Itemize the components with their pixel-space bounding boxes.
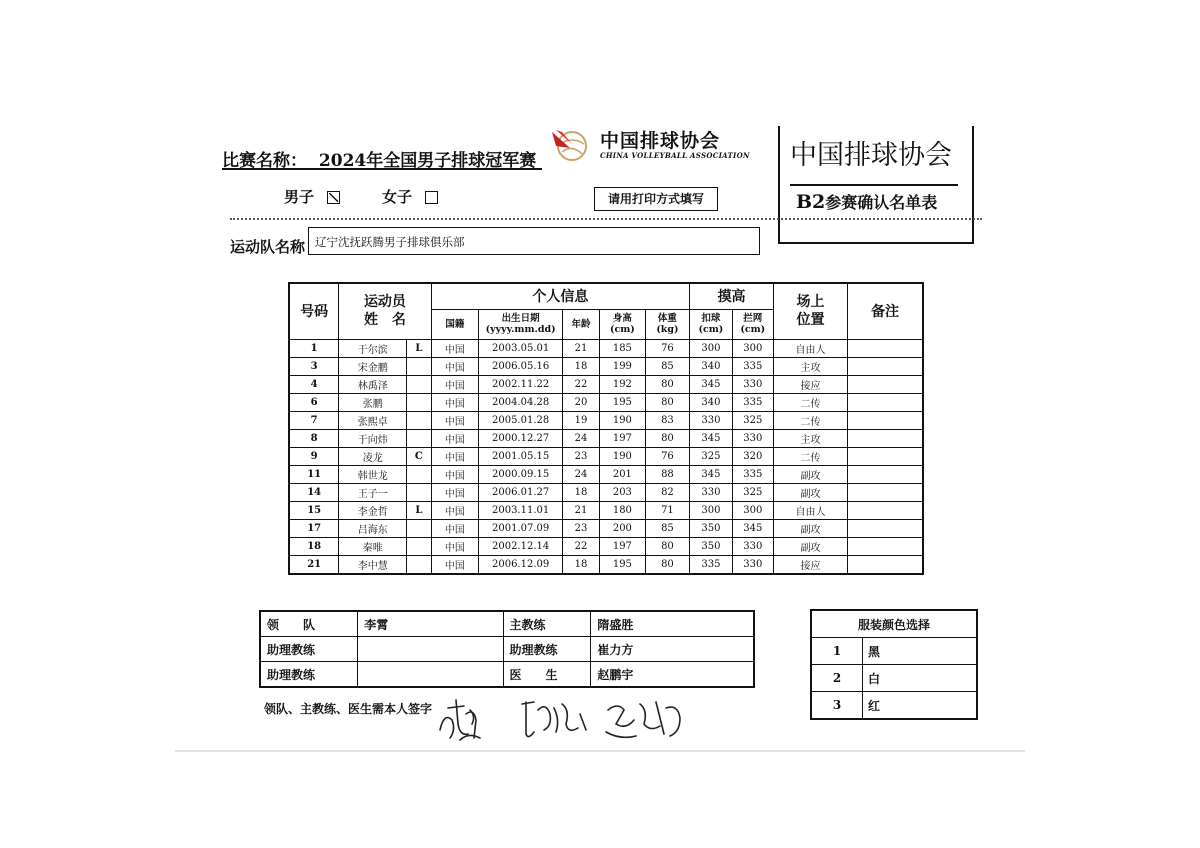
- cell-tag: L: [407, 339, 431, 357]
- cell-weight: 85: [645, 357, 690, 375]
- cell-position: 二传: [773, 447, 847, 465]
- assistant-coach-value[interactable]: 崔力方: [591, 637, 754, 662]
- head-coach-value[interactable]: 隋盛胜: [591, 611, 754, 637]
- org-divider: [790, 184, 958, 186]
- cell-remarks: [848, 519, 923, 537]
- table-row: [289, 393, 923, 411]
- form-code: B2: [796, 191, 826, 213]
- cell-tag: [407, 411, 431, 429]
- cell-num: 14: [289, 483, 339, 501]
- cell-remarks: [848, 429, 923, 447]
- cell-height: 195: [600, 393, 646, 411]
- cell-remarks: [848, 465, 923, 483]
- cell-nationality: 中国: [431, 483, 479, 501]
- cell-nationality: 中国: [431, 519, 479, 537]
- cell-position: 副攻: [773, 537, 847, 555]
- table-row: [289, 339, 923, 357]
- signature-note: 领队、主教练、医生需本人签字: [264, 702, 433, 716]
- cell-tag: [407, 519, 431, 537]
- cell-position: 自由人: [773, 339, 847, 357]
- cell-remarks: [848, 537, 923, 555]
- cell-block: 330: [732, 375, 773, 393]
- uniform-option-color: 白: [863, 665, 978, 692]
- table-row: [289, 411, 923, 429]
- cell-age: 18: [563, 357, 600, 375]
- cell-weight: 71: [645, 501, 690, 519]
- cell-spike: 335: [690, 555, 732, 574]
- head-coach-label: 主教练: [503, 611, 591, 637]
- cell-name: 秦唯: [339, 537, 407, 555]
- cell-name: 吕海东: [339, 519, 407, 537]
- uniform-option[interactable]: [811, 638, 977, 665]
- cell-block: 320: [732, 447, 773, 465]
- cell-height: 197: [600, 429, 646, 447]
- cell-name: 于向炜: [339, 429, 407, 447]
- assistant-value-2[interactable]: [358, 662, 503, 688]
- cell-position: 主攻: [773, 429, 847, 447]
- cell-remarks: [848, 555, 923, 574]
- cell-block: 345: [732, 519, 773, 537]
- dotted-divider: [230, 218, 982, 220]
- cell-spike: 340: [690, 357, 732, 375]
- table-row: [289, 501, 923, 519]
- uniform-option-num: 3: [811, 692, 863, 720]
- uniform-option[interactable]: [811, 692, 977, 720]
- cell-height: 192: [600, 375, 646, 393]
- cell-tag: [407, 555, 431, 574]
- cell-weight: 83: [645, 411, 690, 429]
- cell-num: 18: [289, 537, 339, 555]
- cell-name: 韩世龙: [339, 465, 407, 483]
- cell-nationality: 中国: [431, 465, 479, 483]
- leader-value[interactable]: 李霄: [358, 611, 503, 637]
- header-remarks: 备注: [848, 283, 923, 339]
- cva-logo-icon: [548, 126, 594, 162]
- uniform-option-num: 2: [811, 665, 863, 692]
- table-row: [289, 375, 923, 393]
- cell-nationality: 中国: [431, 411, 479, 429]
- match-name: 2024年全国男子排球冠军赛: [318, 151, 537, 171]
- header-block: 拦网 (cm): [732, 309, 773, 339]
- cell-position: 接应: [773, 375, 847, 393]
- cell-dob: 2001.05.15: [479, 447, 563, 465]
- cell-tag: C: [407, 447, 431, 465]
- cell-dob: 2000.12.27: [479, 429, 563, 447]
- assistant-label-2: 助理教练: [260, 662, 358, 688]
- cell-dob: 2004.04.28: [479, 393, 563, 411]
- cell-nationality: 中国: [431, 537, 479, 555]
- logo-text-cn: 中国排球协会: [600, 130, 721, 152]
- table-row: [289, 447, 923, 465]
- cell-remarks: [848, 411, 923, 429]
- cell-weight: 80: [645, 375, 690, 393]
- header-number: 号码: [289, 283, 339, 339]
- cell-age: 21: [563, 501, 600, 519]
- cell-remarks: [848, 393, 923, 411]
- gender-female-label: 女子: [382, 188, 413, 206]
- cell-remarks: [848, 357, 923, 375]
- cell-position: 自由人: [773, 501, 847, 519]
- cell-spike: 345: [690, 465, 732, 483]
- print-note: 请用打印方式填写: [594, 187, 718, 211]
- cell-tag: [407, 465, 431, 483]
- cell-name: 王子一: [339, 483, 407, 501]
- cell-dob: 2006.01.27: [479, 483, 563, 501]
- cell-tag: [407, 357, 431, 375]
- cell-spike: 300: [690, 501, 732, 519]
- header-height: 身高 (cm): [600, 309, 646, 339]
- uniform-option-color: 黑: [863, 638, 978, 665]
- cell-dob: 2003.05.01: [479, 339, 563, 357]
- cell-spike: 330: [690, 411, 732, 429]
- uniform-color-table: [810, 609, 978, 720]
- cell-name: 张熙卓: [339, 411, 407, 429]
- staff-row: [260, 611, 754, 637]
- cell-height: 190: [600, 447, 646, 465]
- doctor-value[interactable]: 赵鹏宇: [591, 662, 754, 688]
- doctor-label: 医 生: [503, 662, 591, 688]
- cell-nationality: 中国: [431, 555, 479, 574]
- cell-block: 335: [732, 393, 773, 411]
- header-weight: 体重 (kg): [645, 309, 690, 339]
- cell-name: 李金哲: [339, 501, 407, 519]
- staff-row: [260, 637, 754, 662]
- cell-nationality: 中国: [431, 375, 479, 393]
- cell-position: 副攻: [773, 483, 847, 501]
- cell-weight: 80: [645, 429, 690, 447]
- cell-weight: 80: [645, 393, 690, 411]
- team-name-field[interactable]: 辽宁沈抚跃腾男子排球俱乐部: [308, 227, 760, 255]
- table-row: [289, 519, 923, 537]
- cell-tag: [407, 375, 431, 393]
- form-title-block: [796, 190, 937, 213]
- assistant-label-1: 助理教练: [260, 637, 358, 662]
- cell-num: 1: [289, 339, 339, 357]
- cell-height: 195: [600, 555, 646, 574]
- cell-age: 21: [563, 339, 600, 357]
- cell-remarks: [848, 375, 923, 393]
- match-label: 比赛名称：: [222, 151, 307, 171]
- gender-female-checkbox[interactable]: [425, 191, 438, 204]
- cell-position: 二传: [773, 411, 847, 429]
- cell-tag: L: [407, 501, 431, 519]
- leader-label: 领 队: [260, 611, 358, 637]
- cell-spike: 345: [690, 375, 732, 393]
- cell-tag: [407, 537, 431, 555]
- cell-height: 190: [600, 411, 646, 429]
- cell-height: 203: [600, 483, 646, 501]
- gender-male-checkbox[interactable]: [327, 191, 340, 204]
- cell-age: 23: [563, 519, 600, 537]
- header-dob: 出生日期 (yyyy.mm.dd): [479, 309, 563, 339]
- cell-weight: 80: [645, 555, 690, 574]
- cell-position: 副攻: [773, 465, 847, 483]
- cell-block: 335: [732, 357, 773, 375]
- header-reach: 摸高: [690, 283, 774, 309]
- header-position: 场上 位置: [773, 283, 847, 339]
- uniform-option[interactable]: [811, 665, 977, 692]
- cell-nationality: 中国: [431, 393, 479, 411]
- header-age: 年龄: [563, 309, 600, 339]
- cell-age: 20: [563, 393, 600, 411]
- table-row: [289, 555, 923, 574]
- gender-male-label: 男子: [284, 188, 315, 206]
- table-row: [289, 483, 923, 501]
- logo-text-en: CHINA VOLLEYBALL ASSOCIATION: [600, 151, 750, 160]
- cell-block: 325: [732, 411, 773, 429]
- handwritten-signatures: [430, 690, 700, 750]
- cell-dob: 2002.11.22: [479, 375, 563, 393]
- cell-name: 于尔滨: [339, 339, 407, 357]
- cell-spike: 300: [690, 339, 732, 357]
- table-row: [289, 537, 923, 555]
- cell-weight: 82: [645, 483, 690, 501]
- cell-nationality: 中国: [431, 429, 479, 447]
- cell-block: 325: [732, 483, 773, 501]
- table-row: [289, 357, 923, 375]
- cell-num: 17: [289, 519, 339, 537]
- cell-spike: 325: [690, 447, 732, 465]
- cell-block: 300: [732, 501, 773, 519]
- gender-female[interactable]: [382, 186, 438, 207]
- staff-table: [259, 610, 755, 688]
- cell-tag: [407, 483, 431, 501]
- cell-spike: 345: [690, 429, 732, 447]
- cell-height: 197: [600, 537, 646, 555]
- cell-num: 9: [289, 447, 339, 465]
- page-bottom-edge: [175, 750, 1025, 752]
- cell-spike: 350: [690, 519, 732, 537]
- cell-dob: 2003.11.01: [479, 501, 563, 519]
- org-title: 中国排球协会: [790, 140, 952, 171]
- uniform-title: 服装颜色选择: [811, 610, 977, 638]
- cell-weight: 88: [645, 465, 690, 483]
- cell-age: 23: [563, 447, 600, 465]
- cell-num: 8: [289, 429, 339, 447]
- cell-num: 21: [289, 555, 339, 574]
- cell-dob: 2001.07.09: [479, 519, 563, 537]
- cell-position: 接应: [773, 555, 847, 574]
- cell-weight: 80: [645, 537, 690, 555]
- cell-block: 330: [732, 555, 773, 574]
- cell-nationality: 中国: [431, 339, 479, 357]
- gender-male[interactable]: [284, 186, 340, 207]
- cell-age: 18: [563, 483, 600, 501]
- cell-nationality: 中国: [431, 501, 479, 519]
- cell-dob: 2005.01.28: [479, 411, 563, 429]
- cell-tag: [407, 429, 431, 447]
- header-spike: 扣球 (cm): [690, 309, 732, 339]
- cell-num: 3: [289, 357, 339, 375]
- cell-remarks: [848, 339, 923, 357]
- cell-height: 201: [600, 465, 646, 483]
- cell-remarks: [848, 447, 923, 465]
- cell-dob: 2006.05.16: [479, 357, 563, 375]
- cell-name: 李中慧: [339, 555, 407, 574]
- team-label: 运动队名称: [230, 238, 306, 256]
- cell-name: 凌龙: [339, 447, 407, 465]
- cell-age: 24: [563, 429, 600, 447]
- cell-weight: 76: [645, 447, 690, 465]
- cell-weight: 85: [645, 519, 690, 537]
- cell-position: 副攻: [773, 519, 847, 537]
- cell-num: 11: [289, 465, 339, 483]
- cell-num: 6: [289, 393, 339, 411]
- cell-age: 22: [563, 537, 600, 555]
- table-row: [289, 465, 923, 483]
- cell-remarks: [848, 501, 923, 519]
- cell-height: 185: [600, 339, 646, 357]
- form-title: 参赛确认名单表: [825, 193, 938, 212]
- header-personal-info: 个人信息: [431, 283, 690, 309]
- match-underline: [222, 168, 542, 170]
- cell-tag: [407, 393, 431, 411]
- cell-position: 二传: [773, 393, 847, 411]
- cell-block: 330: [732, 429, 773, 447]
- cell-age: 18: [563, 555, 600, 574]
- cell-dob: 2006.12.09: [479, 555, 563, 574]
- cell-name: 张鹏: [339, 393, 407, 411]
- cell-spike: 330: [690, 483, 732, 501]
- cell-num: 4: [289, 375, 339, 393]
- cell-num: 7: [289, 411, 339, 429]
- cell-spike: 340: [690, 393, 732, 411]
- cell-age: 19: [563, 411, 600, 429]
- cell-height: 200: [600, 519, 646, 537]
- cell-height: 180: [600, 501, 646, 519]
- cell-remarks: [848, 483, 923, 501]
- cell-num: 15: [289, 501, 339, 519]
- uniform-option-color: 红: [863, 692, 978, 720]
- assistant-coach-label: 助理教练: [503, 637, 591, 662]
- cell-nationality: 中国: [431, 447, 479, 465]
- uniform-option-num: 1: [811, 638, 863, 665]
- assistant-value-1[interactable]: [358, 637, 503, 662]
- cell-age: 24: [563, 465, 600, 483]
- table-row: [289, 429, 923, 447]
- cell-name: 林禹泽: [339, 375, 407, 393]
- cell-weight: 76: [645, 339, 690, 357]
- cell-spike: 350: [690, 537, 732, 555]
- cell-block: 335: [732, 465, 773, 483]
- cell-height: 199: [600, 357, 646, 375]
- cell-position: 主攻: [773, 357, 847, 375]
- cell-block: 330: [732, 537, 773, 555]
- cell-nationality: 中国: [431, 357, 479, 375]
- header-nationality: 国籍: [431, 309, 479, 339]
- cell-dob: 2002.12.14: [479, 537, 563, 555]
- staff-row: [260, 662, 754, 688]
- cell-name: 宋金鹏: [339, 357, 407, 375]
- roster-table: [288, 282, 924, 575]
- cell-block: 300: [732, 339, 773, 357]
- cell-age: 22: [563, 375, 600, 393]
- cell-dob: 2000.09.15: [479, 465, 563, 483]
- header-athlete: 运动员 姓 名: [339, 283, 431, 339]
